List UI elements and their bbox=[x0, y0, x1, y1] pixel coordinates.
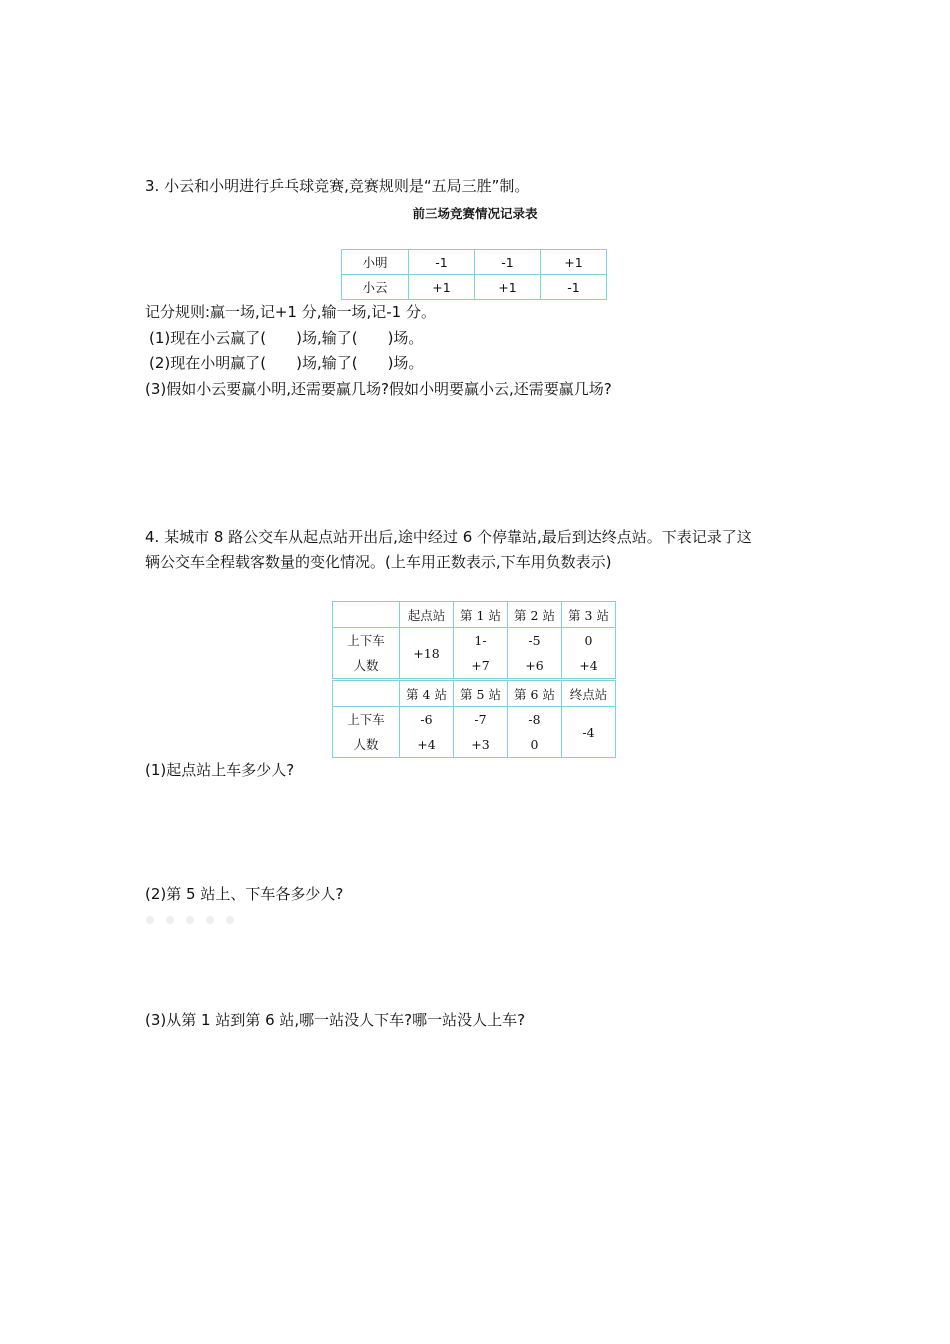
table-row bbox=[342, 250, 607, 275]
station-header: 起点站 bbox=[400, 602, 454, 628]
row-label-bottom: 人数 bbox=[353, 737, 379, 752]
faint-dots bbox=[146, 914, 246, 926]
score-cell: -1 bbox=[475, 250, 541, 275]
score-cell: +1 bbox=[541, 250, 607, 275]
end-value: -4 bbox=[562, 707, 616, 758]
q3-table-title: 前三场竞赛情况记录表 bbox=[412, 206, 538, 221]
player-name: 小明 bbox=[342, 250, 409, 275]
station-value: +4 bbox=[579, 658, 598, 673]
q4-stem-line-1: 4. 某城市 8 路公交车从起点站开出后,途中经过 6 个停靠站,最后到达终点站。下表记录了这 bbox=[145, 528, 752, 546]
station-cell bbox=[508, 628, 562, 679]
table-row bbox=[333, 602, 616, 628]
station-value: 1- bbox=[474, 633, 487, 648]
station-header: 终点站 bbox=[562, 681, 616, 707]
station-value: -7 bbox=[474, 712, 487, 727]
score-cell: +1 bbox=[409, 275, 475, 300]
player-name: 小云 bbox=[342, 275, 409, 300]
table-row bbox=[333, 681, 616, 707]
station-value: 0 bbox=[530, 737, 539, 752]
q3-part-1: (1)现在小云赢了( )场,输了( )场。 bbox=[149, 329, 424, 347]
dot bbox=[186, 916, 194, 924]
row-label-bottom: 人数 bbox=[353, 658, 379, 673]
corner-cell bbox=[333, 681, 400, 707]
station-header: 第 6 站 bbox=[508, 681, 562, 707]
dot bbox=[146, 916, 154, 924]
table-row bbox=[333, 628, 616, 679]
station-value: +3 bbox=[471, 737, 490, 752]
q3-stem: 3. 小云和小明进行乒乓球竞赛,竞赛规则是“五局三胜”制。 bbox=[145, 177, 530, 195]
station-value: +7 bbox=[471, 658, 490, 673]
q3-part-2: (2)现在小明赢了( )场,输了( )场。 bbox=[149, 354, 424, 372]
score-cell: -1 bbox=[541, 275, 607, 300]
station-value: -8 bbox=[528, 712, 541, 727]
station-value: 0 bbox=[584, 633, 593, 648]
station-header: 第 2 站 bbox=[508, 602, 562, 628]
station-value: -5 bbox=[528, 633, 541, 648]
station-header: 第 3 站 bbox=[562, 602, 616, 628]
station-value: +6 bbox=[525, 658, 544, 673]
station-header: 第 5 站 bbox=[454, 681, 508, 707]
row-label bbox=[333, 628, 400, 679]
q3-part-3: (3)假如小云要赢小明,还需要赢几场?假如小明要赢小云,还需要赢几场? bbox=[145, 380, 612, 398]
station-cell bbox=[400, 707, 454, 758]
station-cell bbox=[454, 628, 508, 679]
dot bbox=[166, 916, 174, 924]
row-label bbox=[333, 707, 400, 758]
bus-table-2 bbox=[332, 680, 616, 758]
score-cell: +1 bbox=[475, 275, 541, 300]
q4-stem-line-2: 辆公交车全程载客数量的变化情况。(上车用正数表示,下车用负数表示) bbox=[145, 553, 612, 571]
station-cell bbox=[508, 707, 562, 758]
station-cell bbox=[454, 707, 508, 758]
station-value: -6 bbox=[420, 712, 433, 727]
station-cell bbox=[562, 628, 616, 679]
table-row bbox=[333, 707, 616, 758]
start-value: +18 bbox=[400, 628, 454, 679]
dot bbox=[226, 916, 234, 924]
q4-part-1: (1)起点站上车多少人? bbox=[145, 761, 295, 779]
dot bbox=[206, 916, 214, 924]
station-header: 第 4 站 bbox=[400, 681, 454, 707]
row-label-top: 上下车 bbox=[347, 712, 385, 727]
station-value: +4 bbox=[417, 737, 436, 752]
station-header: 第 1 站 bbox=[454, 602, 508, 628]
table-row bbox=[342, 275, 607, 300]
q3-rule: 记分规则:赢一场,记+1 分,输一场,记-1 分。 bbox=[145, 303, 436, 321]
row-label-top: 上下车 bbox=[347, 633, 385, 648]
score-cell: -1 bbox=[409, 250, 475, 275]
corner-cell bbox=[333, 602, 400, 628]
q4-part-3: (3)从第 1 站到第 6 站,哪一站没人下车?哪一站没人上车? bbox=[145, 1011, 526, 1029]
bus-table-1 bbox=[332, 601, 616, 679]
q4-part-2: (2)第 5 站上、下车各多少人? bbox=[145, 885, 344, 903]
score-table bbox=[341, 249, 607, 300]
